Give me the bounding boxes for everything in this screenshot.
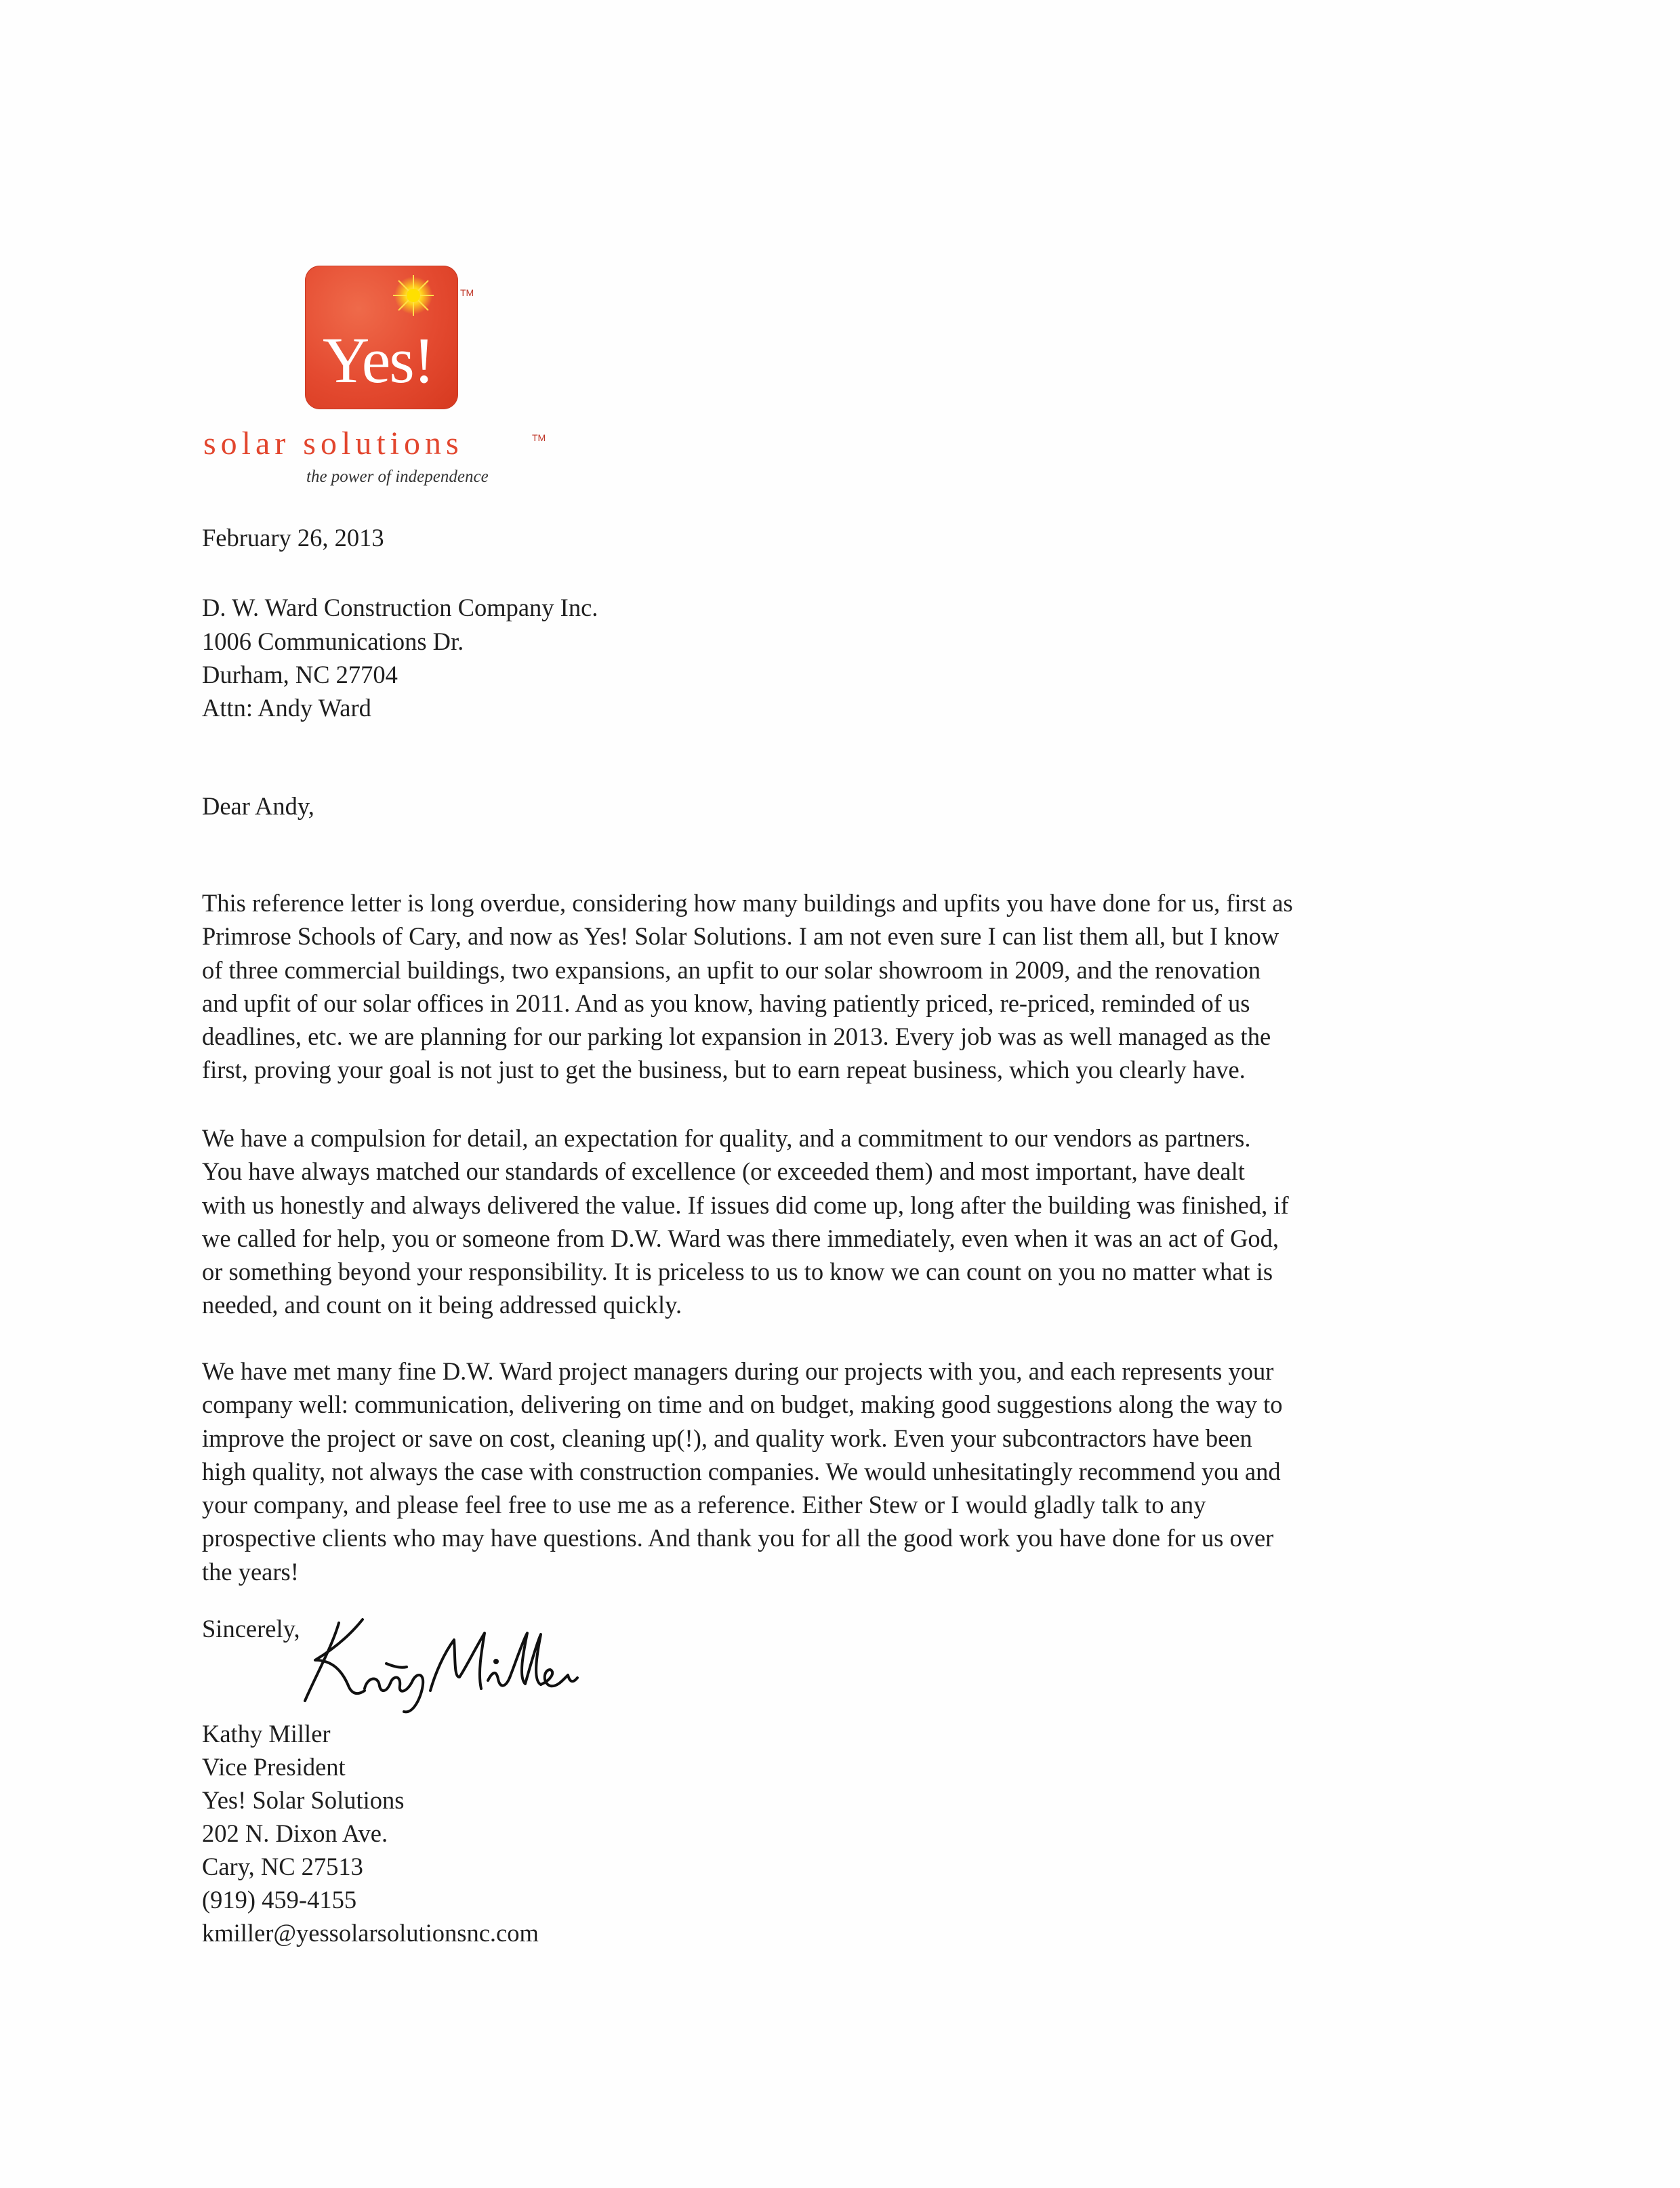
- sender-phone: (919) 459-4155: [202, 1886, 357, 1914]
- paragraph-line: of three commercial buildings, two expansions, an upfit to our solar showroom in 2009, and the renovation: [202, 955, 1261, 984]
- sun-icon: [393, 275, 434, 316]
- logo-trademark: TM: [460, 287, 474, 298]
- paragraph-line: You have always matched our standards of excellence (or exceeded them) and most important, have dealt: [202, 1157, 1245, 1186]
- paragraph-line: We have met many fine D.W. Ward project managers during our projects with you, and each represents your: [202, 1357, 1274, 1385]
- letter-date: February 26, 2013: [202, 524, 384, 552]
- paragraph-line: or something beyond your responsibility. It is priceless to us to know we can count on you no matter what is: [202, 1258, 1273, 1286]
- paragraph-line: high quality, not always the case with construction companies. We would unhesitatingly recommend you and: [202, 1457, 1281, 1485]
- sender-city: Cary, NC 27513: [202, 1853, 363, 1880]
- salutation: Dear Andy,: [202, 792, 314, 820]
- sender-street: 202 N. Dixon Ave.: [202, 1819, 388, 1847]
- paragraph-line: needed, and count on it being addressed quickly.: [202, 1291, 682, 1319]
- paragraph-line: improve the project or save on cost, cleaning up(!), and quality work. Even your subcontractors have been: [202, 1424, 1252, 1452]
- recipient-company: D. W. Ward Construction Company Inc.: [202, 594, 598, 621]
- brand-name: solar solutions: [203, 426, 464, 461]
- paragraph-line: deadlines, etc. we are planning for our parking lot expansion in 2013. Every job was as well managed as the: [202, 1023, 1271, 1051]
- paragraph-line: we called for help, you or someone from D.W. Ward was there immediately, even when it was an act of God,: [202, 1224, 1279, 1252]
- paragraph-line: prospective clients who may have questions. And thank you for all the good work you have done for us over: [202, 1524, 1274, 1552]
- paragraph-line: We have a compulsion for detail, an expectation for quality, and a commitment to our vendors as partners.: [202, 1124, 1251, 1152]
- company-logo: [305, 266, 458, 409]
- paragraph-line: company well: communication, delivering on time and on budget, making good suggestions along the way to: [202, 1390, 1283, 1419]
- body-paragraph-3: [202, 1355, 1476, 1588]
- sender-title: Vice President: [202, 1753, 346, 1781]
- sender-name: Kathy Miller: [202, 1720, 331, 1748]
- brand-trademark: TM: [532, 432, 546, 443]
- sender-email: kmiller@yessolarsolutionsnc.com: [202, 1919, 539, 1947]
- logo-wordmark: Yes!: [323, 324, 434, 396]
- recipient-attn: Attn: Andy Ward: [202, 694, 371, 722]
- paragraph-line: This reference letter is long overdue, considering how many buildings and upfits you have done for us, first as: [202, 889, 1293, 917]
- paragraph-line: Primrose Schools of Cary, and now as Yes! Solar Solutions. I am not even sure I can list them all, but I know: [202, 922, 1279, 951]
- body-paragraph-2: [202, 1121, 1476, 1322]
- paragraph-line: and upfit of our solar offices in 2011. And as you know, having patiently priced, re-priced, reminded of us: [202, 989, 1250, 1017]
- closing: Sincerely,: [202, 1615, 300, 1643]
- paragraph-line: the years!: [202, 1557, 299, 1586]
- recipient-city: Durham, NC 27704: [202, 661, 398, 688]
- sender-company: Yes! Solar Solutions: [202, 1786, 405, 1814]
- handwritten-signature: [285, 1613, 623, 1714]
- body-paragraph-1: [202, 886, 1476, 1087]
- paragraph-line: first, proving your goal is not just to get the business, but to earn repeat business, which you clearly have.: [202, 1056, 1246, 1084]
- brand-tagline: the power of independence: [306, 468, 489, 486]
- paragraph-line: your company, and please feel free to use me as a reference. Either Stew or I would gladly talk to any: [202, 1491, 1206, 1519]
- recipient-street: 1006 Communications Dr.: [202, 627, 464, 655]
- paragraph-line: with us honestly and always delivered the value. If issues did come up, long after the building was finished, if: [202, 1191, 1289, 1219]
